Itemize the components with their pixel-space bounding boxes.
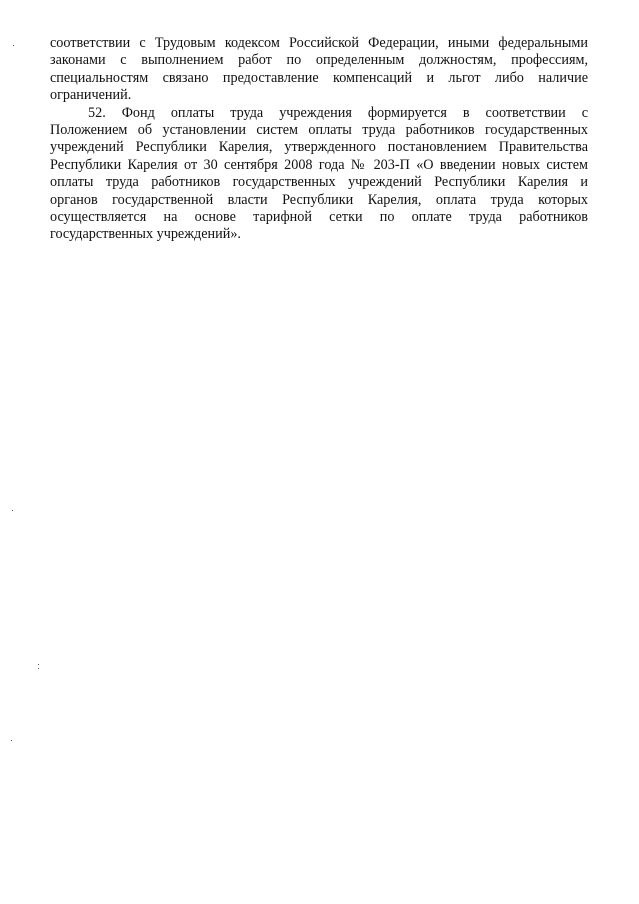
text-line-2: законами с выполнением работ по определенным должностям, профессиям, — [50, 52, 588, 69]
text-line-12: государственных учреждений». — [50, 226, 241, 243]
scan-speck — [13, 45, 14, 46]
scan-speck — [38, 668, 39, 669]
document-text — [50, 35, 588, 244]
text-line-1: соответствии с Трудовым кодексом Российской Федерации, иными федеральными — [50, 35, 588, 51]
text-line-9: оплаты труда работников государственных учреждений Республики Карелия и — [50, 174, 588, 191]
scan-speck — [38, 664, 39, 665]
scan-speck — [12, 510, 13, 511]
text-line-8: Республики Карелия от 30 сентября 2008 года № 203-П «О введении новых систем — [50, 156, 588, 173]
text-line-4: ограничений. — [50, 87, 132, 104]
scan-speck — [11, 740, 12, 741]
text-line-3: специальностям связано предоставление компенсаций и льгот либо наличие — [50, 69, 588, 86]
text-line-6: Положением об установлении систем оплаты труда работников государственных — [50, 122, 588, 139]
text-line-5: 52. Фонд оплаты труда учреждения формируется в соответствии с — [88, 104, 588, 121]
text-line-7: учреждений Республики Карелия, утвержденного постановлением Правительства — [50, 139, 588, 156]
text-line-10: органов государственной власти Республики Карелия, оплата труда которых — [50, 191, 588, 208]
text-line-11: осуществляется на основе тарифной сетки по оплате труда работников — [50, 209, 588, 226]
